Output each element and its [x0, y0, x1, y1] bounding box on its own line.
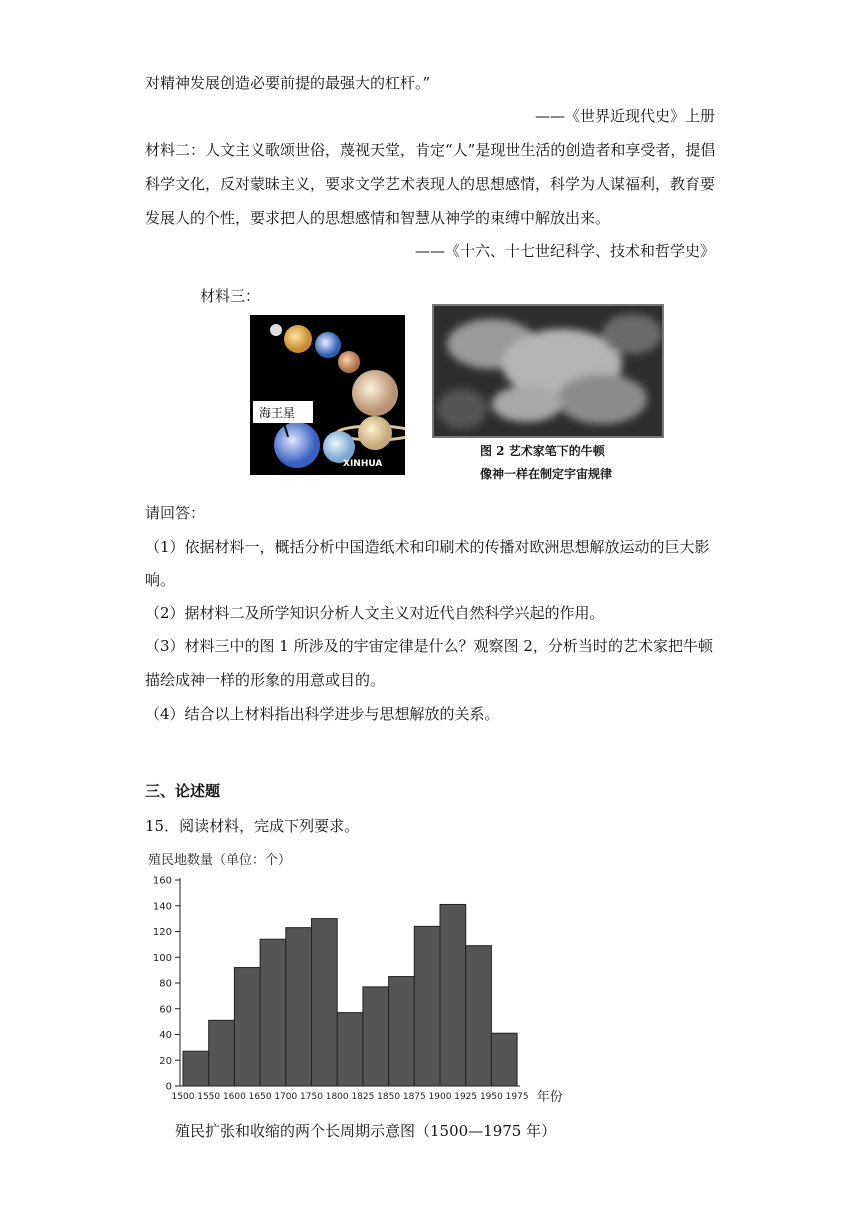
y-tick-label: 80	[159, 978, 172, 990]
question-15: 15．阅读材料，完成下列要求。	[145, 817, 360, 835]
planets-illustration	[250, 315, 405, 475]
y-tick-label: 140	[152, 901, 172, 913]
question-3-line-1: （3）材料三中的图 1 所涉及的宇宙定律是什么？观察图 2，分析当时的艺术家把牛顿	[145, 637, 713, 655]
bar	[440, 904, 466, 1086]
figure-2-caption-1: 图 2 艺术家笔下的牛顿	[480, 444, 605, 458]
source-2: ——《十六、十七世纪科学、技术和哲学史》	[414, 242, 715, 260]
bar	[389, 977, 415, 1086]
bar	[312, 919, 338, 1086]
bar	[414, 926, 440, 1086]
x-tick-label: 1600	[222, 1092, 246, 1102]
colony-bar-chart	[140, 848, 600, 1108]
chart-title: 殖民地数量（单位：个）	[148, 853, 292, 868]
x-tick-label: 1975	[505, 1092, 529, 1102]
x-tick-label: 1850	[377, 1092, 401, 1102]
ask-prompt: 请回答：	[145, 504, 206, 522]
question-1-line-1: （1）依据材料一，概括分析中国造纸术和印刷术的传播对欧洲思想解放运动的巨大影	[145, 538, 710, 556]
y-tick-label: 20	[159, 1055, 172, 1067]
material-2-line-2: 科学文化，反对蒙昧主义，要求文学艺术表现人的思想感情，科学为人谋福利，教育要	[145, 175, 716, 193]
bar	[183, 1051, 209, 1086]
line-1: 对精神发展创造必要前提的最强大的杠杆。”	[145, 74, 431, 92]
material-2-line-1: 材料二：人文主义歌颂世俗，蔑视天堂，肯定“人”是现世生活的创造者和享受者，提倡	[145, 141, 716, 159]
x-tick-label: 1550	[197, 1092, 221, 1102]
bar	[363, 987, 389, 1086]
figure-1-planets	[250, 315, 405, 475]
y-tick-label: 120	[152, 927, 172, 938]
bar	[260, 939, 286, 1086]
question-2: （2）据材料二及所学知识分析人文主义对近代自然科学兴起的作用。	[145, 604, 605, 622]
chart-caption: 殖民扩张和收缩的两个长周期示意图（1500—1975 年）	[175, 1122, 557, 1140]
x-tick-label: 1800	[325, 1092, 349, 1102]
x-tick-label: 1825	[351, 1092, 375, 1102]
y-tick-label: 0	[165, 1081, 172, 1093]
newton-painting	[432, 304, 664, 438]
bar	[466, 946, 492, 1086]
y-tick-label: 160	[152, 875, 172, 887]
section-title: 三、论述题	[145, 782, 221, 800]
question-3-line-2: 描绘成神一样的形象的用意或目的。	[145, 671, 386, 689]
neptune-label: 海王星	[259, 406, 296, 420]
bar	[286, 928, 312, 1086]
x-tick-label: 1900	[428, 1092, 452, 1102]
bar	[491, 1033, 517, 1086]
question-1-line-2: 响。	[145, 571, 176, 589]
x-tick-label: 1950	[479, 1092, 503, 1102]
figure-2-newton	[432, 304, 664, 438]
material-3-label: 材料三：	[200, 287, 261, 305]
y-tick-label: 60	[159, 1004, 172, 1016]
bar	[209, 1020, 235, 1086]
y-tick-label: 100	[152, 952, 172, 964]
question-4: （4）结合以上材料指出科学进步与思想解放的关系。	[145, 705, 500, 723]
x-axis-label: 年份	[536, 1090, 563, 1105]
x-tick-label: 1925	[454, 1092, 478, 1102]
source-1: ——《世界近现代史》上册	[534, 107, 715, 125]
x-tick-label: 1750	[300, 1092, 323, 1102]
xinhua-label: XINHUA	[343, 459, 383, 469]
x-tick-label: 1500	[171, 1092, 195, 1102]
material-2-line-3: 发展人的个性，要求把人的思想感情和智慧从神学的束缚中解放出来。	[145, 209, 611, 227]
figure-2-caption-2: 像神一样在制定宇宙规律	[480, 467, 613, 481]
bar	[337, 1013, 363, 1086]
x-tick-label: 1875	[402, 1092, 426, 1102]
x-tick-label: 1650	[248, 1092, 272, 1102]
x-tick-label: 1700	[274, 1092, 298, 1102]
bar	[234, 968, 260, 1086]
y-tick-label: 40	[159, 1030, 172, 1041]
